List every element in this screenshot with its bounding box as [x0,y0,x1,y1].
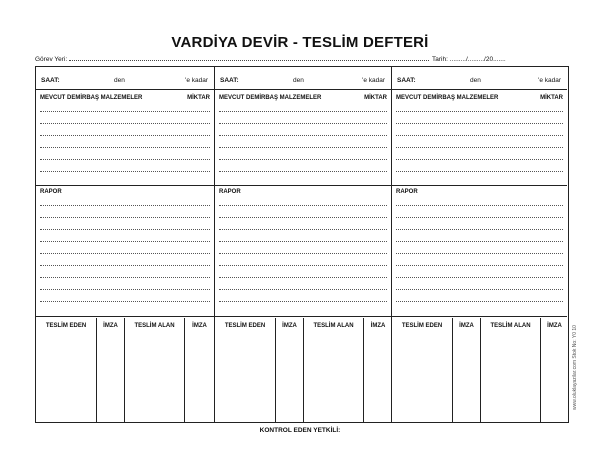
rapor-header [219,189,387,195]
teslim-eden-cell: TESLİM EDEN [401,323,443,329]
imza-cell: İMZA [452,318,480,422]
entry-line [396,265,563,266]
entry-line [396,111,563,112]
entry-line [219,229,387,230]
saat-label: SAAT: [397,77,416,84]
publisher-side-note: www.oluklayazilar.com Stok No: Y0 10 [572,325,578,410]
kadar-label: 'e kadar [362,77,385,84]
imza-cell: İMZA [184,318,214,422]
section-divider [36,185,214,186]
entry-line [396,217,563,218]
imza-cell: İMZA [96,318,124,422]
entry-line [40,147,210,148]
shift-handover-table [35,66,569,423]
entry-line [219,123,387,124]
saat-row [215,67,391,90]
miktar-label: MİKTAR [187,95,210,101]
entry-line [219,147,387,148]
kadar-label: 'e kadar [185,77,208,84]
entry-line [40,229,210,230]
shift-column-3 [391,67,567,422]
den-label: den [470,77,481,84]
entry-line [396,135,563,136]
saat-row [392,67,567,90]
saat-label: SAAT: [41,77,60,84]
kadar-label: 'e kadar [538,77,561,84]
teslim-eden-cell: TESLİM EDEN [45,323,87,329]
entry-line [40,253,210,254]
entry-line [40,123,210,124]
signature-row [36,318,214,422]
entry-line [40,241,210,242]
entry-line [219,241,387,242]
section-divider [392,316,567,317]
page-title: VARDİYA DEVİR - TESLİM DEFTERİ [171,34,429,51]
imza-cell: İMZA [363,318,392,422]
section-divider [215,316,391,317]
entry-line [40,159,210,160]
entry-line [219,277,387,278]
imza-cell: İMZA [540,318,568,422]
tarih-field [432,56,506,63]
tarih-label: Tarih: [432,56,448,63]
saat-label: SAAT: [220,77,239,84]
entry-line [396,123,563,124]
entry-line [219,265,387,266]
miktar-label: MİKTAR [540,95,563,101]
gorev-yeri-field [35,56,429,63]
mevcut-demirbas-label: MEVCUT DEMİRBAŞ MALZEMELER [40,95,143,101]
entry-line [40,171,210,172]
entry-line [219,205,387,206]
mevcut-demirbas-header [40,95,210,101]
entry-line [219,253,387,254]
entry-line [396,147,563,148]
gorev-yeri-dots [69,59,429,61]
tarih-pattern: ........./........./20....... [449,56,506,63]
gorev-yeri-label: Görev Yeri: [35,56,68,63]
rapor-label: RAPOR [40,189,62,195]
entry-line [219,159,387,160]
section-divider [215,185,391,186]
den-label: den [293,77,304,84]
entry-line [396,289,563,290]
entry-line [219,135,387,136]
entry-line [40,217,210,218]
rapor-label: RAPOR [219,189,241,195]
entry-line [396,205,563,206]
miktar-label: MİKTAR [364,95,387,101]
entry-line [396,241,563,242]
entry-line [219,301,387,302]
rapor-label: RAPOR [396,189,418,195]
entry-line [40,277,210,278]
rapor-header [396,189,563,195]
mevcut-demirbas-header [219,95,387,101]
teslim-alan-cell: TESLİM ALAN [480,318,540,422]
shift-column-2 [214,67,391,422]
imza-cell: İMZA [275,318,303,422]
entry-line [219,289,387,290]
entry-line [219,111,387,112]
mevcut-demirbas-label: MEVCUT DEMİRBAŞ MALZEMELER [396,95,499,101]
signature-row [392,318,567,422]
signature-row [215,318,391,422]
entry-line [396,171,563,172]
rapor-header [40,189,210,195]
entry-line [396,229,563,230]
entry-line [396,277,563,278]
mevcut-demirbas-header [396,95,563,101]
entry-line [396,253,563,254]
shift-column-1 [36,67,214,422]
entry-line [40,111,210,112]
kontrol-eden-yetkili-label: KONTROL EDEN YETKİLİ: [259,427,341,434]
teslim-alan-cell: TESLİM ALAN [124,318,184,422]
entry-line [40,265,210,266]
entry-line [219,171,387,172]
section-divider [36,316,214,317]
entry-line [219,217,387,218]
entry-line [396,301,563,302]
teslim-eden-cell: TESLİM EDEN [224,323,266,329]
entry-line [40,301,210,302]
entry-line [40,205,210,206]
entry-line [40,135,210,136]
entry-line [396,159,563,160]
teslim-alan-cell: TESLİM ALAN [303,318,363,422]
section-divider [392,185,567,186]
saat-row [36,67,214,90]
mevcut-demirbas-label: MEVCUT DEMİRBAŞ MALZEMELER [219,95,322,101]
entry-line [40,289,210,290]
den-label: den [114,77,125,84]
